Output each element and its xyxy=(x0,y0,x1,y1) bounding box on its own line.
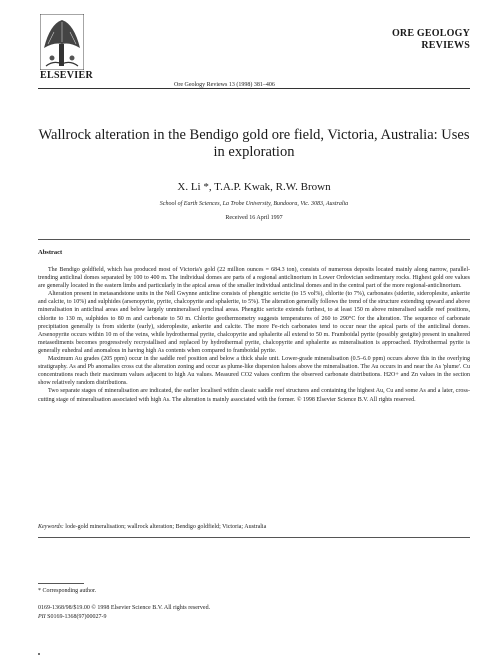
corresponding-author-note: * Corresponding author. xyxy=(38,588,97,594)
article-authors: X. Li *, T.A.P. Kwak, R.W. Brown xyxy=(177,181,331,193)
journal-title-line2: REVIEWS xyxy=(421,40,470,51)
keywords xyxy=(38,524,470,530)
keywords-label: Keywords: xyxy=(38,524,64,530)
pii-value: S0169-1368(97)00027-9 xyxy=(47,614,107,620)
header-rule xyxy=(38,88,470,89)
keywords-text: lode-gold mineralisation; wallrock alteration; Bendigo goldfield; Victoria; Australia xyxy=(65,524,267,530)
abstract-heading: Abstract xyxy=(38,249,63,256)
abstract-paragraph: Maximum Au grades (205 ppm) occur in the saddle reef position and below a thick shale unit. Lower-grade mineralisation (0.5–6.0 ppm) occurs above this in the overlying stratigraphy. As and Pb anomalies cross cut the alteration zoning and occur as plume-like dispersion haloes above the mineralisation. The Au occurs in and near the As 'plume'. Cu concentrations reach their maximum values adjacent to high Au values. Measured CO2 values confirm the observed carbonate distributions. H2O+ and Zn values in the section show relatively random distributions. xyxy=(38,356,470,387)
publisher-name: ELSEVIER xyxy=(40,70,93,81)
journal-citation: Ore Geology Reviews 13 (1998) 381–406 xyxy=(174,82,275,88)
abstract-paragraph: The Bendigo goldfield, which has produced most of Victoria's gold (22 million ounces = 684.3 ton), consists of numerous deposits located mainly along narrow, parallel-trending anticlinal domes separated by 100 to 400 m. The individual domes are parts of a regional anticlinorium in Lower Ordovician sedimentary rocks. Highest gold ore values are generally located in the eastern limbs and particularly in the apical areas of the smaller individual anticlinal domes and in the central part of the more regional-anticlinorium. xyxy=(38,267,470,290)
keywords-rule xyxy=(38,537,470,538)
elsevier-tree-logo xyxy=(40,14,84,70)
pii-line xyxy=(38,614,107,620)
footnote-rule xyxy=(38,583,84,584)
journal-title-line1: ORE GEOLOGY xyxy=(391,28,470,39)
abstract-rule xyxy=(38,239,470,240)
journal-header xyxy=(38,8,470,88)
page-mark xyxy=(38,653,40,655)
issn-copyright: 0169-1368/98/$19.00 © 1998 Elsevier Science B.V. All rights reserved. xyxy=(38,605,211,611)
journal-title xyxy=(392,28,470,52)
received-date: Received 16 April 1997 xyxy=(225,215,283,221)
article-title: Wallrock alteration in the Bendigo gold ore field, Victoria, Australia: Uses in exploration xyxy=(38,127,470,160)
abstract-paragraph: Alteration present in metasandstone units in the Nell Gwynne anticline consists of phengitic sericite (to 15 vol%), chlorite (to 7%), carbonates (siderite, sideroplesite, ankerite and calcite, to 10%) and sulphides (arsenopyrite, pyrite, chalcopyrite and sphalerite, to 5%). The alteration generally follows the trend of the structure extending upward and above mineralisation in anticlinal areas and below largely unmineralised synclinal areas. Phengitic sericite extends furthest, to at least 150 m above mineralised saddle reef positions, chlorite to 130 m, sulphides to 80 m and carbonate to 50 m. Chlorite geothermometry suggests temperatures of 260 to 290°C for the alteration. The sequence of carbonate precipitation generally is from siderite (early), sideroplesite, ankerite and calcite. The more Fe-rich carbonates tend to occur near the apical parts of the anticlinal domes. Arsenopyrite occurs within 10 m of the veins, while hydrothermal pyrite, chalcopyrite and sphalerite all extend to 50 m. Framboidal pyrite (possibly greigite) present in unaltered metasediments becomes progressively recrystallised and replaced by hydrothermal pyrite, chalcopyrite and sphalerite as mineralisation is approached. Hydrothermal pyrite is generally euhedral and anomalous in having high As contents when compared to framboidal pyrite. xyxy=(38,291,470,354)
author-affiliation: School of Earth Sciences, La Trobe University, Bundoora, Vic. 3083, Australia xyxy=(159,201,349,207)
pii-label: PII xyxy=(38,614,46,620)
abstract-body xyxy=(38,266,470,404)
abstract-paragraph: Two separate stages of mineralisation are indicated, the earlier localised within classic saddle reef structures and containing the highest Au, Cu and some As and a later, cross-cutting stage of mineralisation associated with high As. The alteration is mainly associated with the former. © 1998 Elsevier Science B.V. All rights reserved. xyxy=(38,388,470,403)
